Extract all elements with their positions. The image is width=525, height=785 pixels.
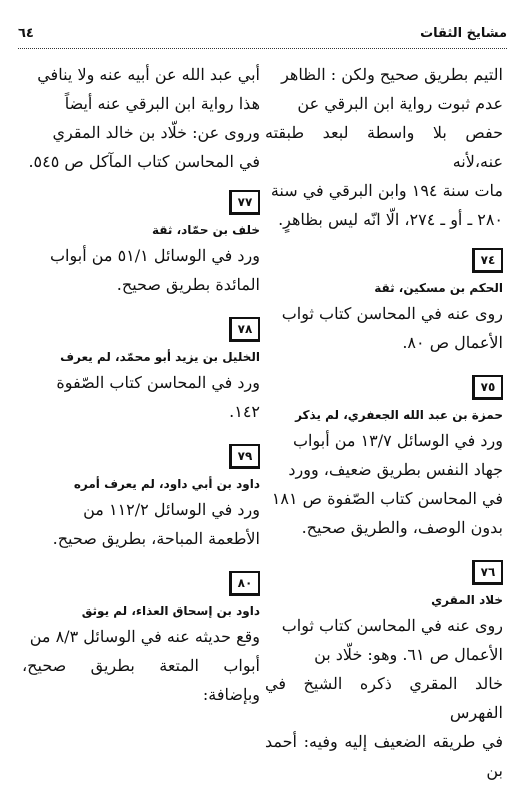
entry [22, 317, 260, 426]
left-column [22, 60, 260, 709]
entry-number: ٨٠ [229, 571, 260, 596]
text-line: التيم بطريق صحيح ولكن : الظاهر [281, 65, 503, 84]
text-line: الأطعمة المباحة، بطريق صحيح. [52, 529, 260, 548]
text-line: الأعمال ص ٦١. وهو: خلّاد بن [314, 645, 503, 664]
text-line: أبي عبد الله عن أبيه عنه ولا ينافي [37, 65, 260, 84]
entry [265, 248, 503, 357]
text-line: ورد في الوسائل ١٣/٧ من أبواب [292, 431, 503, 450]
intro-text [22, 60, 260, 176]
text-line: الأعمال ص ٨٠. [402, 333, 503, 352]
text-line: وروى عن: خلّاد بن خالد المقري [52, 123, 260, 142]
running-header [18, 22, 507, 49]
text-line: خالد المقري ذكره الشيخ في الفهرس [265, 674, 503, 722]
entry-heading: الحكم بن مسكين، ثقة [374, 281, 503, 295]
text-line: ورد في الوسائل ٥١/١ من أبواب [49, 246, 260, 265]
entry-number: ٧٥ [472, 375, 503, 400]
text-line: روى عنه في المحاسن كتاب ثواب [281, 616, 503, 635]
text-line: جهاد النفس بطريق ضعيف، وورد [288, 460, 503, 479]
entry-heading: الخليل بن يزيد أبو محمّد، لم يعرف [60, 350, 260, 364]
entry [265, 560, 503, 785]
entry-heading: حمزة بن عبد الله الجعفري، لم يذكر [295, 408, 503, 422]
text-line: مات سنة ١٩٤ وابن البرقي في سنة [270, 181, 503, 200]
header-title: مشايخ الثقات [420, 26, 507, 41]
entry [22, 190, 260, 299]
right-column [265, 60, 503, 785]
text-line: وقع حديثه عنه في الوسائل ٨/٣ من [29, 627, 260, 646]
text-line: بدون الوصف، والطريق صحيح. [301, 518, 503, 537]
text-line: المائدة بطريق صحيح. [116, 275, 260, 294]
intro-text [265, 60, 503, 234]
text-line: في المحاسن كتاب المآكل ص ٥٤٥. [28, 152, 260, 171]
text-line: روى عنه في المحاسن كتاب ثواب [281, 304, 503, 323]
entry [22, 444, 260, 553]
text-line: في المحاسن كتاب الصّفوة ص ١٨١ [271, 489, 503, 508]
text-line: عدم ثبوت رواية ابن البرقي عن [297, 94, 503, 113]
entry [22, 571, 260, 709]
page-number: ٦٤ [18, 26, 34, 41]
entry-heading: خلف بن حمّاد، ثقة [151, 223, 260, 237]
text-line: ورد في الوسائل ١١٢/٢ من [83, 500, 260, 519]
entry-heading: داود بن إسحاق العذاء، لم يوثق [81, 604, 260, 618]
text-line: في طريقه الضعيف إليه وفيه: أحمد بن [265, 732, 503, 780]
entry-heading: داود بن أبي داود، لم يعرف أمره [73, 477, 260, 491]
text-line: ٢٨٠ ـ أو ـ ٢٧٤، الّا انّه ليس بظاهرٍ. [278, 210, 503, 229]
entry-number: ٧٩ [229, 444, 260, 469]
text-line: حفص بلا واسطة لبعد طبقته عنه،لأنه [265, 123, 503, 171]
entry-number: ٧٧ [229, 190, 260, 215]
text-line: أبواب المتعة بطريق صحيح، وبإضافة: [22, 656, 260, 704]
text-line: ١٤٢. [229, 402, 260, 421]
text-line: هذا رواية ابن البرقي عنه أيضاً [64, 94, 260, 113]
entry-heading: خلاد المقري [431, 593, 503, 607]
entry [265, 375, 503, 542]
entry-number: ٧٨ [229, 317, 260, 342]
text-line: ورد في المحاسن كتاب الصّفوة [56, 373, 260, 392]
entry-number: ٧٤ [472, 248, 503, 273]
entry-number: ٧٦ [472, 560, 503, 585]
